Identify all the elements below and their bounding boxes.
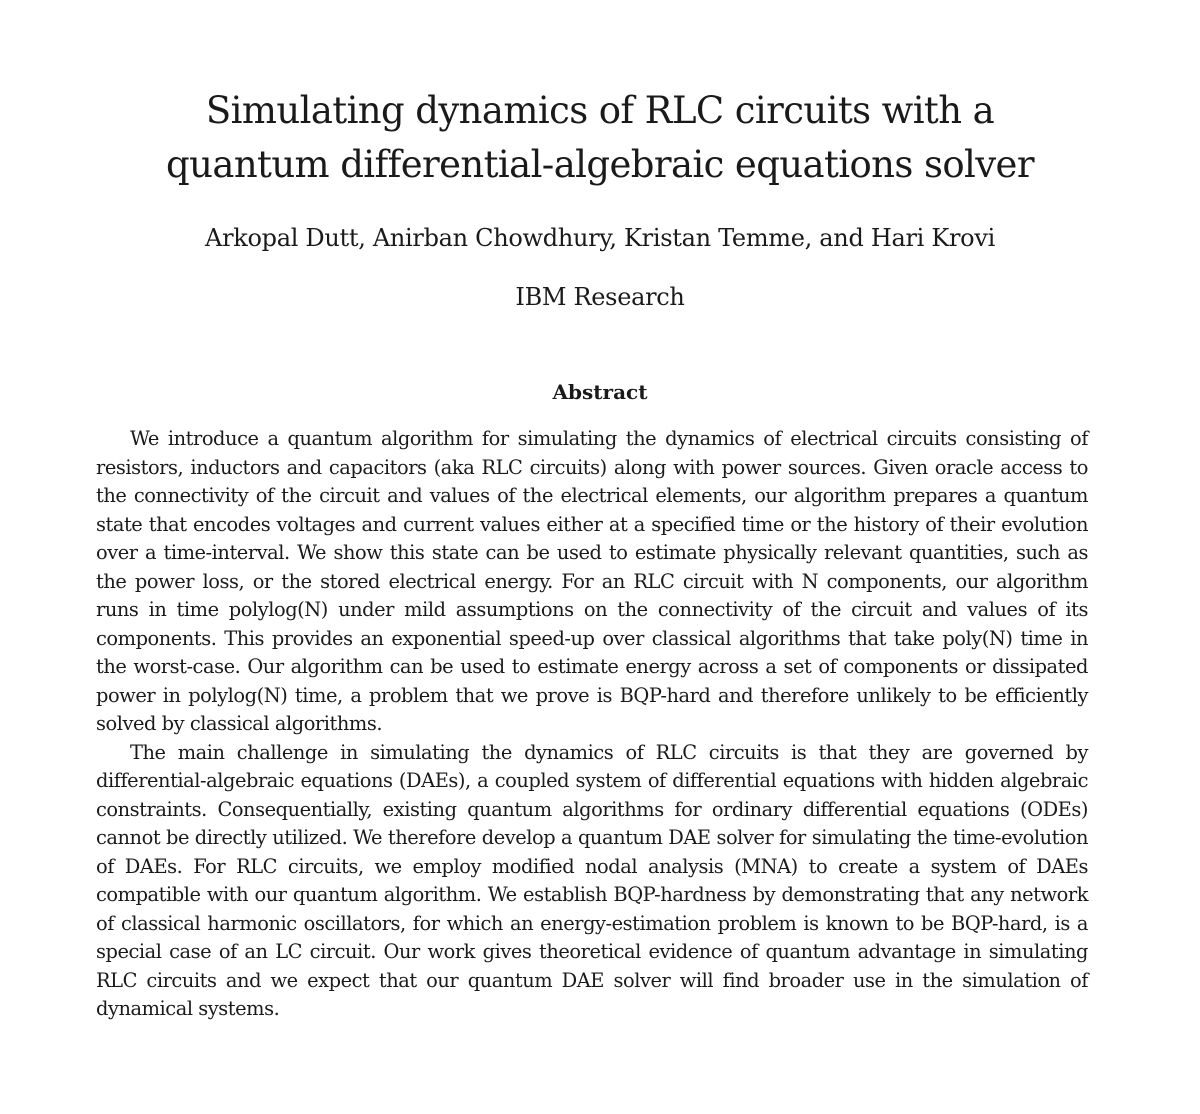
- abstract-body: [96, 425, 1088, 1024]
- abstract-paragraph-1: We introduce a quantum algorithm for simulating the dynamics of electrical circuits consisting of resistors, inductors and capacitors (aka RLC circuits) along with power sources. Given oracle access to the connectivity of the circuit and values of the electrical elements, our algorithm prepares a quantum state that encodes voltages and current values either at a specified time or the history of their evolution over a time-interval. We show this state can be used to estimate physically relevant quantities, such as the power loss, or the stored electrical energy. For an RLC circuit with N components, our algorithm runs in time polylog(N) under mild assumptions on the connectivity of the circuit and values of its components. This provides an exponential speed-up over classical algorithms that take poly(N) time in the worst-case. Our algorithm can be used to estimate energy across a set of components or dissipated power in polylog(N) time, a problem that we prove is BQP-hard and therefore unlikely to be efficiently solved by classical algorithms.: [96, 427, 1088, 735]
- abstract-paragraph-2: The main challenge in simulating the dynamics of RLC circuits is that they are governed by differential-algebraic equations (DAEs), a coupled system of differential equations with hidden algebraic constraints. Consequentially, existing quantum algorithms for ordinary differential equations (ODEs) cannot be directly utilized. We therefore develop a quantum DAE solver for simulating the time-evolution of DAEs. For RLC circuits, we employ modified nodal analysis (MNA) to create a system of DAEs compatible with our quantum algorithm. We establish BQP-hardness by demonstrating that any network of classical harmonic oscillators, for which an energy-estimation problem is known to be BQP-hard, is a special case of an LC circuit. Our work gives theoretical evidence of quantum advantage in simulating RLC circuits and we expect that our quantum DAE solver will find broader use in the simulation of dynamical systems.: [96, 740, 1088, 1020]
- paper-title-line-2: quantum differential-algebraic equations solver: [166, 143, 1034, 186]
- abstract-heading: Abstract: [552, 380, 648, 404]
- affiliation: IBM Research: [515, 283, 685, 311]
- paper-title: [0, 84, 1200, 192]
- paper-title-line-1: Simulating dynamics of RLC circuits with a: [205, 89, 995, 132]
- author-list: Arkopal Dutt, Anirban Chowdhury, Kristan Temme, and Hari Krovi: [205, 224, 995, 252]
